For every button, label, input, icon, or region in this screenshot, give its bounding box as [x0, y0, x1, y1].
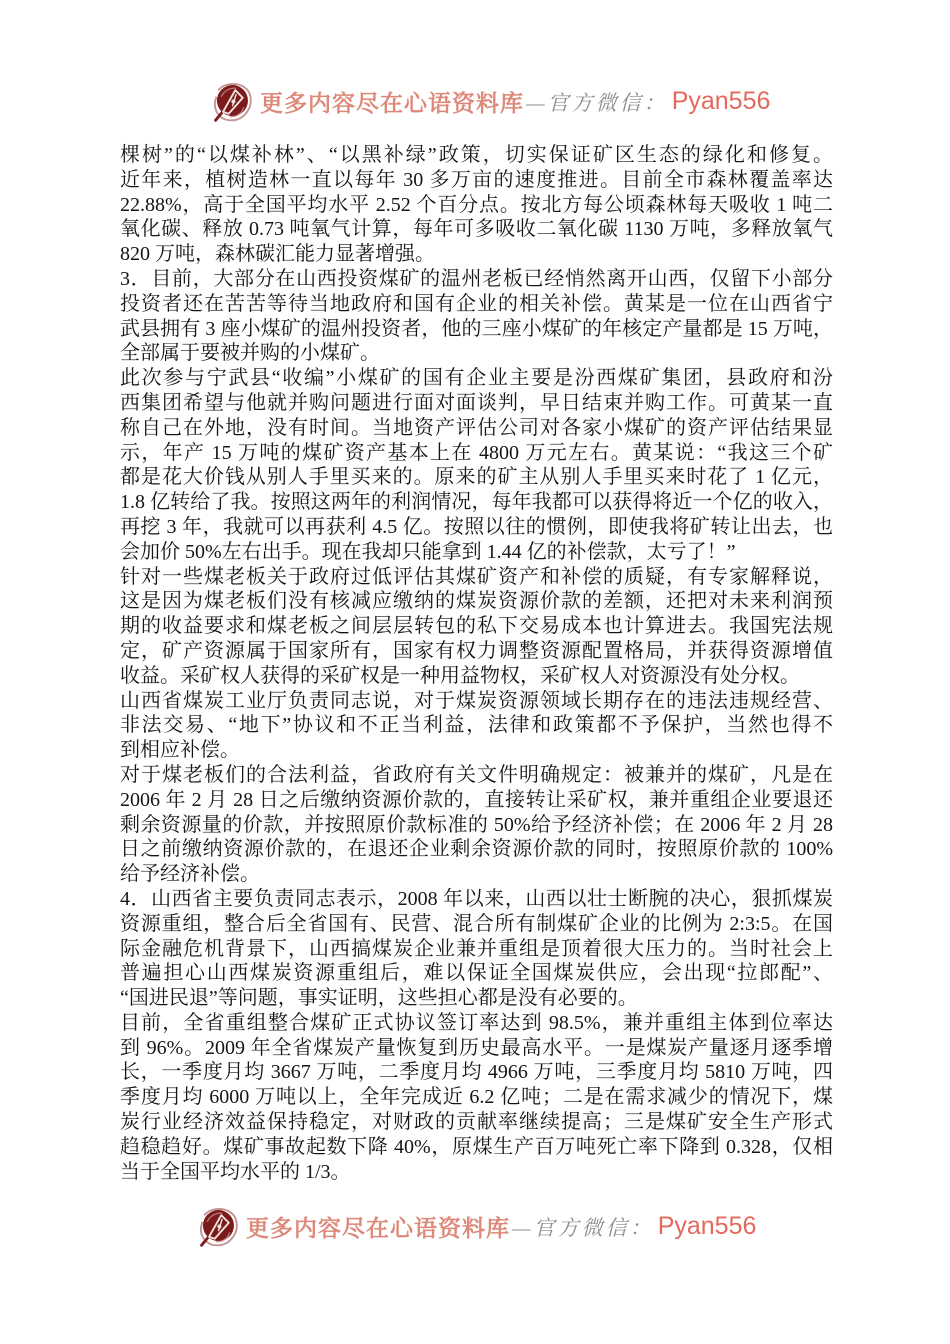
- text-line: 普遍担心山西煤炭资源重组后，难以保证全国煤炭供应，会出现“拉郎配”、: [120, 962, 833, 985]
- text-line: 称自己在外地，没有时间。当地资产评估公司对各家小煤矿的资产评估结果显: [120, 416, 833, 439]
- text-line: 际金融危机背景下，山西搞煤炭企业兼并重组是顶着很大压力的。当时社会上: [120, 937, 833, 960]
- text-line: 再挖 3 年，我就可以再获利 4.5 亿。按照以往的惯例，即使我将矿转让出去，也: [120, 515, 833, 538]
- text-line: 到相应补偿。: [120, 739, 240, 762]
- banner-wechat-label: —官方微信：: [512, 1215, 654, 1240]
- text-line: 期的收益要求和煤老板之间层层转包的私下交易成本也计算进去。我国宪法规: [120, 615, 833, 638]
- text-line: 西集团希望与他就并购问题进行面对面谈判，早日结束并购工作。可黄某一直: [120, 391, 833, 414]
- paragraph-6: [120, 763, 833, 887]
- header-banner: [208, 78, 770, 125]
- text-line: 定，矿产资源属于国家所有，国家有权力调整资源配置格局，并获得资源增值: [120, 639, 833, 662]
- text-line: 当于全国平均水平的 1/3。: [120, 1160, 351, 1183]
- text-line: 2006 年 2 月 28 日之后缴纳资源价款的，直接转让采矿权，兼并重组企业要退还: [120, 788, 833, 811]
- text-line: 目前，全省重组整合煤矿正式协议签订率达到 98.5%，兼并重组主体到位率达: [120, 1011, 833, 1034]
- pen-logo-icon: [208, 78, 255, 125]
- text-line: 收益。采矿权人获得的采矿权是一种用益物权，采矿权人对资源没有处分权。: [120, 664, 800, 687]
- text-line: 炭行业经济效益保持稳定，对财政的贡献率继续提高；三是煤矿安全生产形式: [120, 1111, 833, 1134]
- text-line: 对于煤老板们的合法利益，省政府有关文件明确规定：被兼并的煤矿，凡是在: [120, 763, 833, 786]
- text-line: 820 万吨，森林碳汇能力显著增强。: [120, 243, 435, 266]
- banner-wechat-id: Pyan556: [657, 1212, 757, 1240]
- text-line: 非法交易、“地下”协议和不正当利益，法律和政策都不予保护，当然也得不: [120, 714, 833, 737]
- paragraph-2: [120, 267, 833, 366]
- text-line: 山西省煤炭工业厅负责同志说，对于煤炭资源领域长期存在的违法违规经营、: [120, 689, 833, 712]
- text-line: 资源重组，整合后全省国有、民营、混合所有制煤矿企业的比例为 2:3:5。在国: [120, 912, 833, 935]
- text-line: 氧化碳、释放 0.73 吨氧气计算，每年可多吸收二氧化碳 1130 万吨，多释放氧气: [120, 218, 833, 241]
- text-line: 长，一季度月均 3667 万吨，二季度月均 4966 万吨，三季度月均 5810 万吨，四: [120, 1061, 833, 1084]
- paragraph-5: [120, 689, 833, 763]
- text-line: 3．目前，大部分在山西投资煤矿的温州老板已经悄然离开山西，仅留下小部分: [120, 267, 833, 290]
- text-line: 此次参与宁武县“收编”小煤矿的国有企业主要是汾西煤矿集团，县政府和汾: [120, 367, 833, 390]
- banner-wechat-id: Pyan556: [671, 87, 771, 115]
- text-line: 全部属于要被并购的小煤矿。: [120, 342, 380, 365]
- text-line: 1.8 亿转给了我。按照这两年的利润情况，每年我都可以获得将近一个亿的收入，: [120, 491, 833, 514]
- banner-wechat-label: —官方微信：: [526, 90, 668, 115]
- paragraph-4: [120, 565, 833, 689]
- paragraph-1: [120, 143, 833, 267]
- text-line: 会加价 50%左右出手。现在我却只能拿到 1.44 亿的补偿款，太亏了！”: [120, 540, 736, 563]
- text-line: 武县拥有 3 座小煤矿的温州投资者，他的三座小煤矿的年核定产量都是 15 万吨，: [120, 317, 833, 340]
- text-line: “国进民退”等问题，事实证明，这些担心都是没有必要的。: [120, 987, 638, 1010]
- text-line: 剩余资源量的价款，并按照原价款标准的 50%给予经济补偿；在 2006 年 2 月 28: [120, 813, 833, 836]
- text-line: 到 96%。2009 年全省煤炭产量恢复到历史最高水平。一是煤炭产量逐月逐季增: [120, 1036, 833, 1059]
- text-line: 趋稳趋好。煤矿事故起数下降 40%，原煤生产百万吨死亡率下降到 0.328，仅相: [120, 1135, 833, 1158]
- text-line: 4．山西省主要负责同志表示，2008 年以来，山西以壮士断腕的决心，狠抓煤炭: [120, 887, 833, 910]
- text-line: 日之前缴纳资源价款的，在退还企业剩余资源价款的同时，按照原价款的 100%: [120, 838, 833, 861]
- document-text: [120, 143, 833, 1184]
- banner-brand-text: 更多内容尽在心语资料库: [260, 91, 524, 116]
- text-line: 近年来，植树造林一直以每年 30 多万亩的速度推进。目前全市森林覆盖率达: [120, 168, 833, 191]
- paragraph-8: [120, 1011, 833, 1185]
- footer-banner: [194, 1203, 756, 1250]
- text-line: 这是因为煤老板们没有核减应缴纳的煤炭资源价款的差额，还把对未来利润预: [120, 590, 833, 613]
- text-line: 22.88%，高于全国平均水平 2.52 个百分点。按北方每公顷森林每天吸收 1 吨二: [120, 193, 833, 216]
- paragraph-3: [120, 366, 833, 564]
- paragraph-7: [120, 887, 833, 1011]
- text-line: 给予经济补偿。: [120, 863, 260, 886]
- text-line: 示，年产 15 万吨的煤矿资产基本上在 4800 万元左右。黄某说：“我这三个矿: [120, 441, 833, 464]
- banner-brand-text: 更多内容尽在心语资料库: [246, 1216, 510, 1241]
- text-line: 都是花大价钱从别人手里买来的。原来的矿主从别人手里买来时花了 1 亿元，: [120, 466, 833, 489]
- text-line: 棵树”的“以煤补林”、“以黑补绿”政策，切实保证矿区生态的绿化和修复。: [120, 144, 833, 166]
- text-line: 针对一些煤老板关于政府过低评估其煤矿资产和补偿的质疑，有专家解释说，: [120, 565, 833, 588]
- text-line: 季度月均 6000 万吨以上，全年完成近 6.2 亿吨；二是在需求减少的情况下，煤: [120, 1086, 833, 1109]
- text-line: 投资者还在苦苦等待当地政府和国有企业的相关补偿。黄某是一位在山西省宁: [120, 292, 833, 315]
- pen-logo-icon: [194, 1203, 241, 1250]
